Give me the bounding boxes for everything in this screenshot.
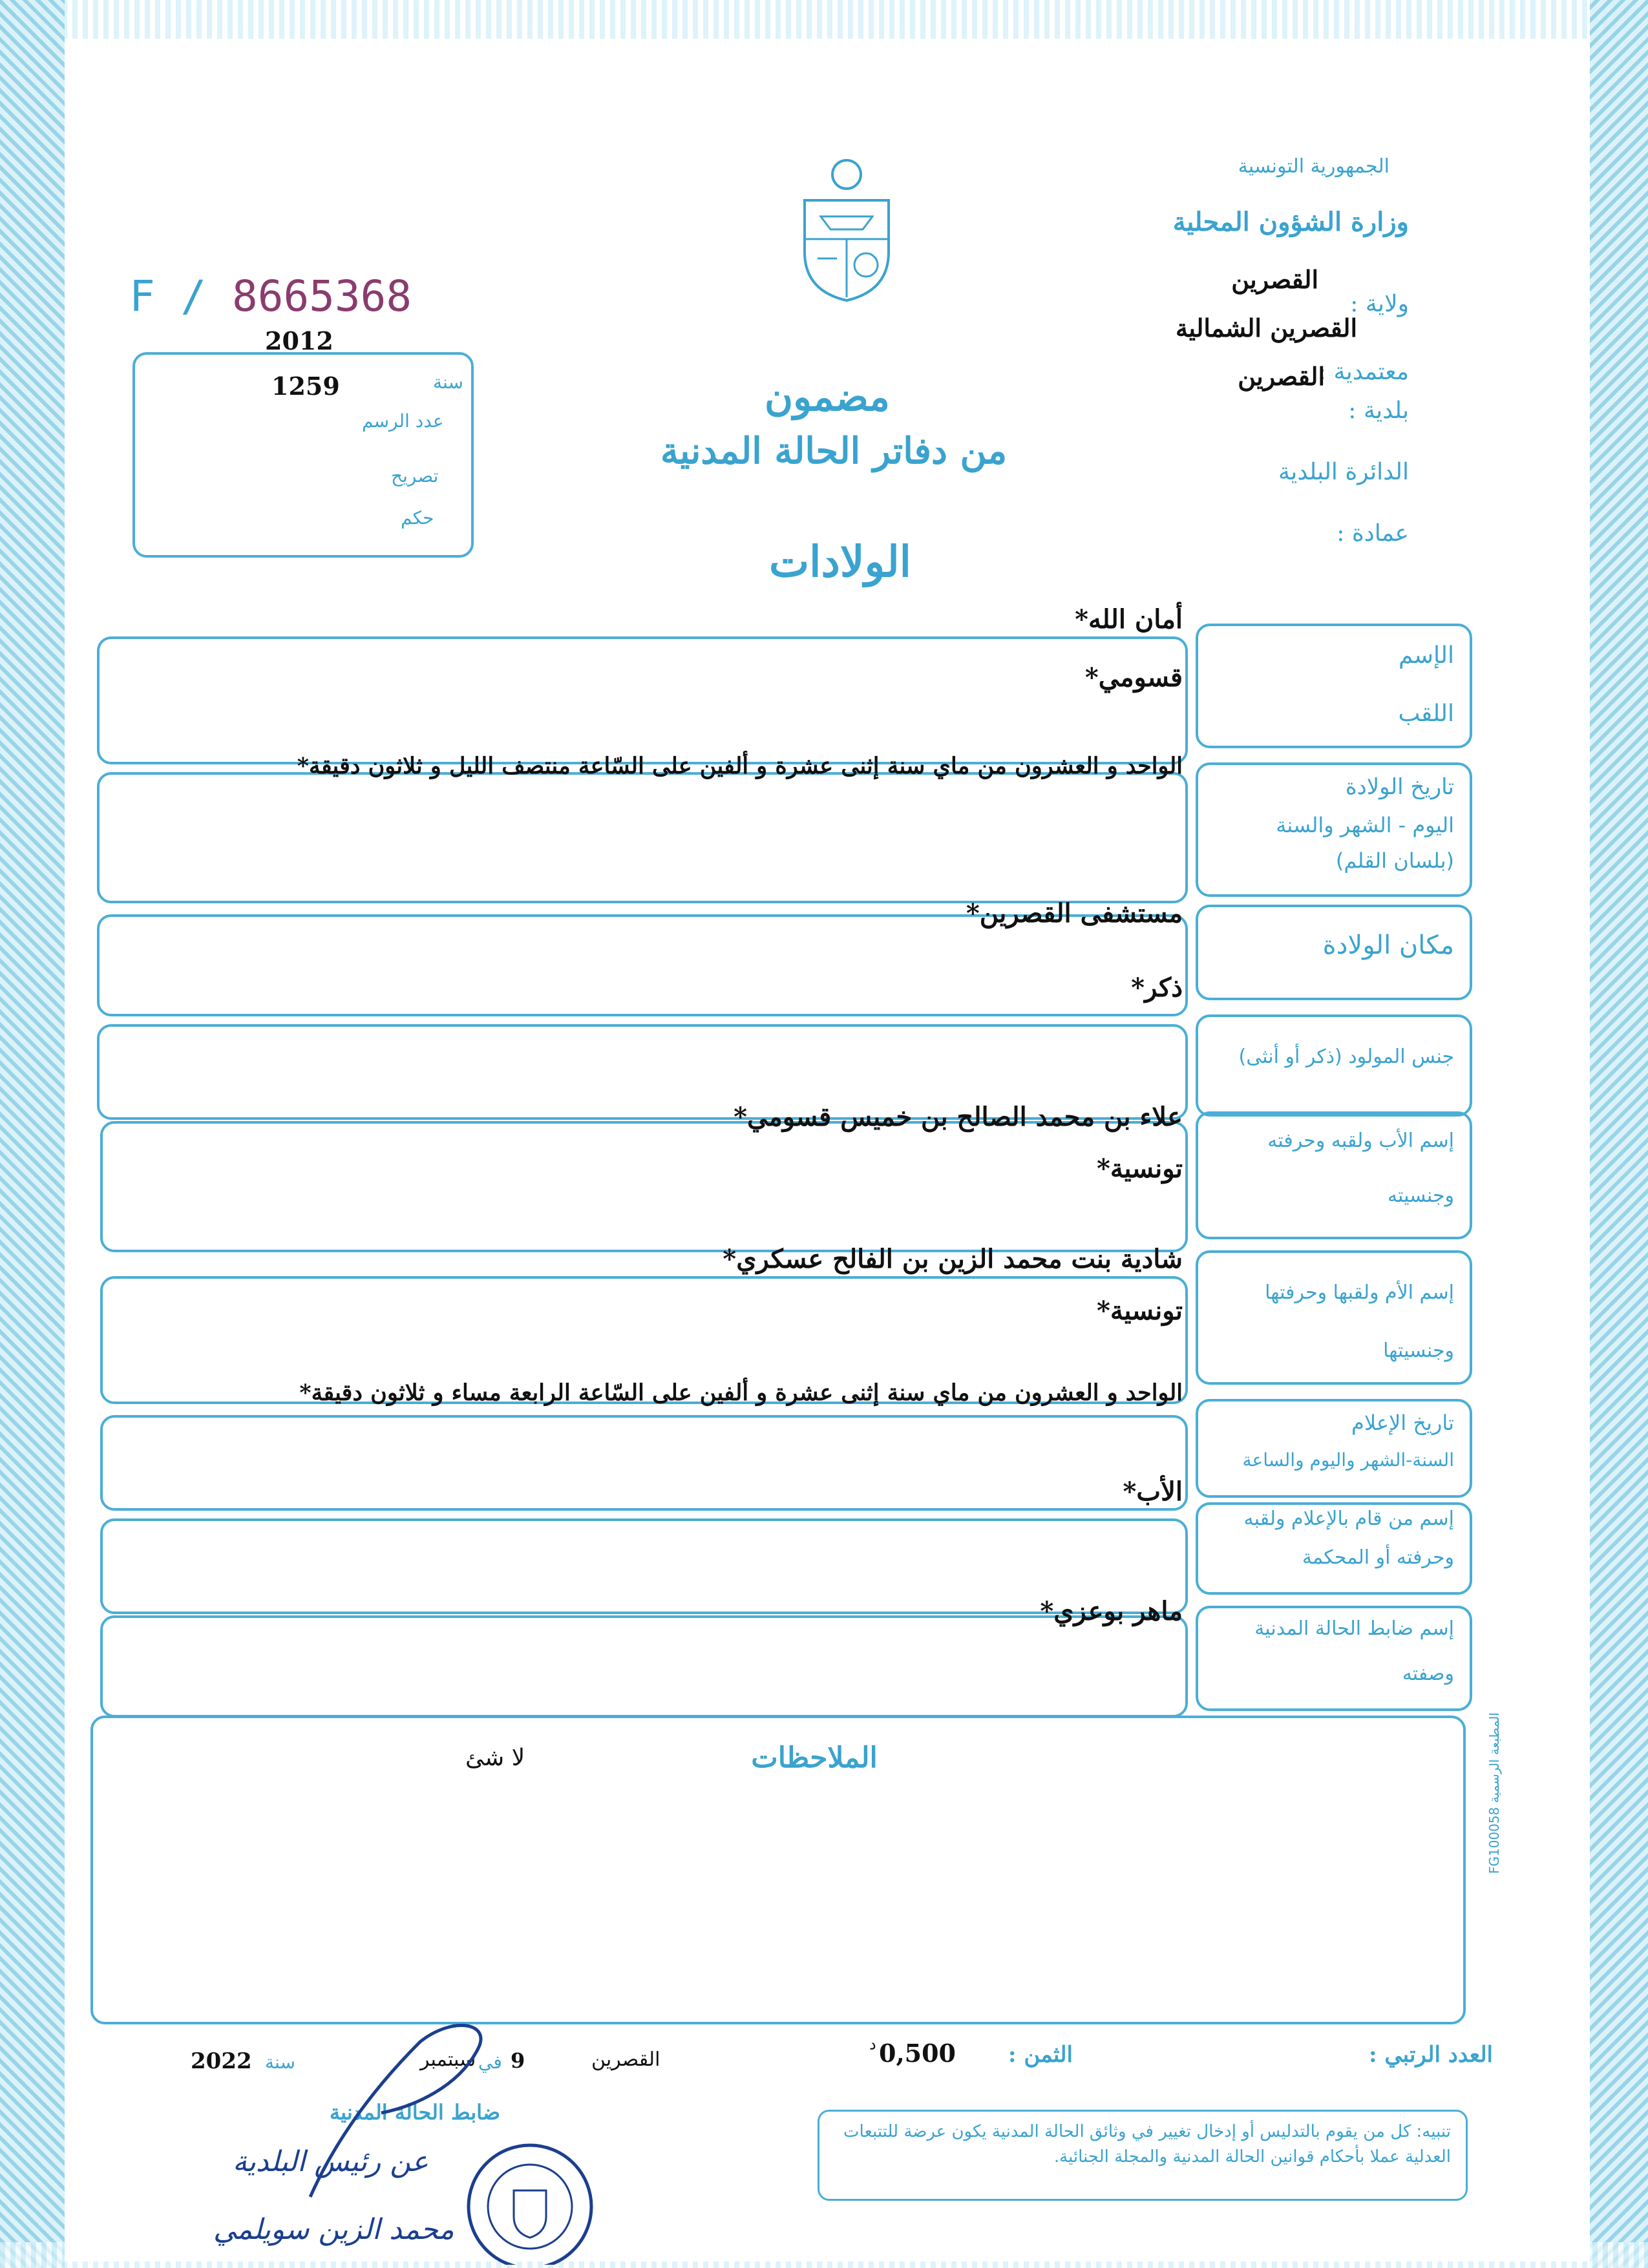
serial-prefix: F / bbox=[129, 271, 207, 321]
guilloche-left-border bbox=[0, 0, 65, 2268]
officer-sublabel: وصفته bbox=[1402, 1663, 1454, 1685]
name-label: الإسم bbox=[1398, 642, 1454, 669]
officer-title-label: ضابط الحالة المدنية bbox=[330, 2100, 501, 2125]
serial-number: 8665368 bbox=[231, 271, 412, 321]
record-judgment-label: حكم bbox=[401, 507, 434, 529]
municipality-value: القصرين bbox=[1238, 362, 1325, 391]
father-nationality-value: تونسية* bbox=[1096, 1153, 1183, 1184]
birth-date-label: تاريخ الولادة bbox=[1345, 774, 1454, 800]
price-unit: د bbox=[869, 2035, 876, 2053]
republic-label: الجمهورية التونسية bbox=[1238, 155, 1389, 178]
birth-date-value-box bbox=[97, 772, 1188, 903]
record-number-label: عدد الرسم bbox=[362, 410, 444, 432]
birth-date-value: الواحد و العشرون من ماي سنة إثنى عشرة و ألفين على السّاعة منتصف الليل و ثلاثون دقيقة* bbox=[297, 753, 1183, 779]
father-value-box bbox=[100, 1121, 1188, 1252]
surname-value: قسومي* bbox=[1084, 662, 1183, 693]
governorate-label: ولاية : bbox=[1350, 291, 1409, 317]
declarant-value: الأب* bbox=[1123, 1476, 1183, 1507]
declaration-date-label: تاريخ الإعلام bbox=[1351, 1411, 1454, 1435]
issue-day: 9 bbox=[511, 2048, 525, 2073]
birth-date-sublabel-pen: (بلسان القلم) bbox=[1335, 848, 1454, 873]
birth-date-sublabel: اليوم - الشهر والسنة bbox=[1276, 813, 1454, 837]
sex-value: ذكر* bbox=[1131, 972, 1183, 1003]
declaration-date-value: الواحد و العشرون من ماي سنة إثنى عشرة و ألفين على السّاعة الرابعة مساء و ثلاثون دقيقة* bbox=[299, 1380, 1183, 1406]
officer-value: ماهر بوعزي* bbox=[1040, 1596, 1183, 1626]
mother-label: إسم الأم ولقبها وحرفتها bbox=[1265, 1281, 1454, 1304]
officer-value-box bbox=[100, 1615, 1188, 1717]
issue-month: سبتمبر bbox=[420, 2048, 476, 2071]
side-print-label: المطبعة الرسمية FG100058 bbox=[1486, 1712, 1502, 1874]
issue-place: القصرين bbox=[591, 2048, 660, 2071]
record-declaration-label: تصريح bbox=[391, 465, 439, 487]
declarant-label: إسم من قام بالإعلام ولقبه bbox=[1243, 1507, 1454, 1530]
mother-value: شادية بنت محمد الزين بن الفالح عسكري* bbox=[723, 1244, 1183, 1274]
record-year-value: 2012 bbox=[265, 326, 333, 355]
omda-label: عمادة : bbox=[1336, 520, 1409, 547]
record-year-label: سنة bbox=[433, 372, 463, 393]
officer-label: إسم ضابط الحالة المدنية bbox=[1254, 1617, 1454, 1640]
declaration-date-value-box bbox=[100, 1415, 1188, 1511]
delegation-label: معتمدية : bbox=[1318, 359, 1409, 385]
birth-place-value-box bbox=[97, 914, 1188, 1016]
coat-of-arms-icon bbox=[792, 155, 902, 304]
name-value-box bbox=[97, 636, 1188, 764]
notice-text: تنبيه: كل من يقوم بالتدليس أو إدخال تغيير في وثائق الحالة المدنية يكون عرضة للتتبعات العدلية عملا بأحكام قوانين الحالة المدنية والمجلة الجنائية. bbox=[843, 2122, 1451, 2167]
remarks-value: لا شئ bbox=[465, 1745, 525, 1771]
title-births: الولادات bbox=[768, 536, 912, 587]
ministry-label: وزارة الشؤون المحلية bbox=[1172, 207, 1409, 237]
first-name-value: أمان الله* bbox=[1075, 604, 1183, 635]
remarks-label: الملاحظات bbox=[751, 1741, 878, 1774]
declarant-sublabel: وحرفته أو المحكمة bbox=[1302, 1546, 1454, 1569]
father-label: إسم الأب ولقبه وحرفته bbox=[1267, 1129, 1454, 1152]
issue-in-label: في bbox=[478, 2052, 502, 2073]
record-number-value: 1259 bbox=[271, 372, 340, 401]
serial-rank-label: العدد الرتبي : bbox=[1368, 2042, 1493, 2068]
title-extract: مضمون bbox=[765, 375, 890, 420]
district-label: الدائرة البلدية bbox=[1278, 459, 1409, 485]
official-stamp-icon bbox=[459, 2136, 601, 2265]
father-nationality-label: وجنسيته bbox=[1387, 1184, 1454, 1207]
officer-name-signature: محمد الزين سويلمي bbox=[213, 2213, 454, 2246]
mother-nationality-label: وجنسيتها bbox=[1383, 1339, 1454, 1362]
birth-place-value: مستشفى القصرين* bbox=[966, 898, 1183, 929]
delegation-value: القصرين الشمالية bbox=[1175, 313, 1357, 342]
price-label: الثمن : bbox=[1008, 2042, 1073, 2068]
declarant-value-box bbox=[100, 1518, 1188, 1614]
mother-nationality-value: تونسية* bbox=[1096, 1296, 1183, 1326]
birth-place-label: مكان الولادة bbox=[1322, 930, 1454, 960]
issue-year-value: 2022 bbox=[191, 2048, 252, 2074]
declaration-date-sublabel: السنة-الشهر واليوم والساعة bbox=[1242, 1449, 1454, 1471]
municipality-label: بلدية : bbox=[1348, 397, 1409, 424]
issue-year-label: سنة bbox=[265, 2052, 295, 2073]
title-registers: من دفاتر الحالة المدنية bbox=[660, 430, 1008, 472]
surname-label: اللقب bbox=[1398, 700, 1454, 727]
governorate-value: القصرين bbox=[1231, 265, 1318, 294]
sex-label: جنس المولود (ذكر أو أنثى) bbox=[1238, 1045, 1454, 1068]
price-value: 0,500 bbox=[879, 2039, 956, 2068]
father-value: علاء بن محمد الصالح بن خميس قسومي* bbox=[734, 1102, 1183, 1132]
on-behalf-label: عن رئيس البلدية bbox=[233, 2145, 428, 2178]
guilloche-right-border bbox=[1590, 0, 1648, 2268]
